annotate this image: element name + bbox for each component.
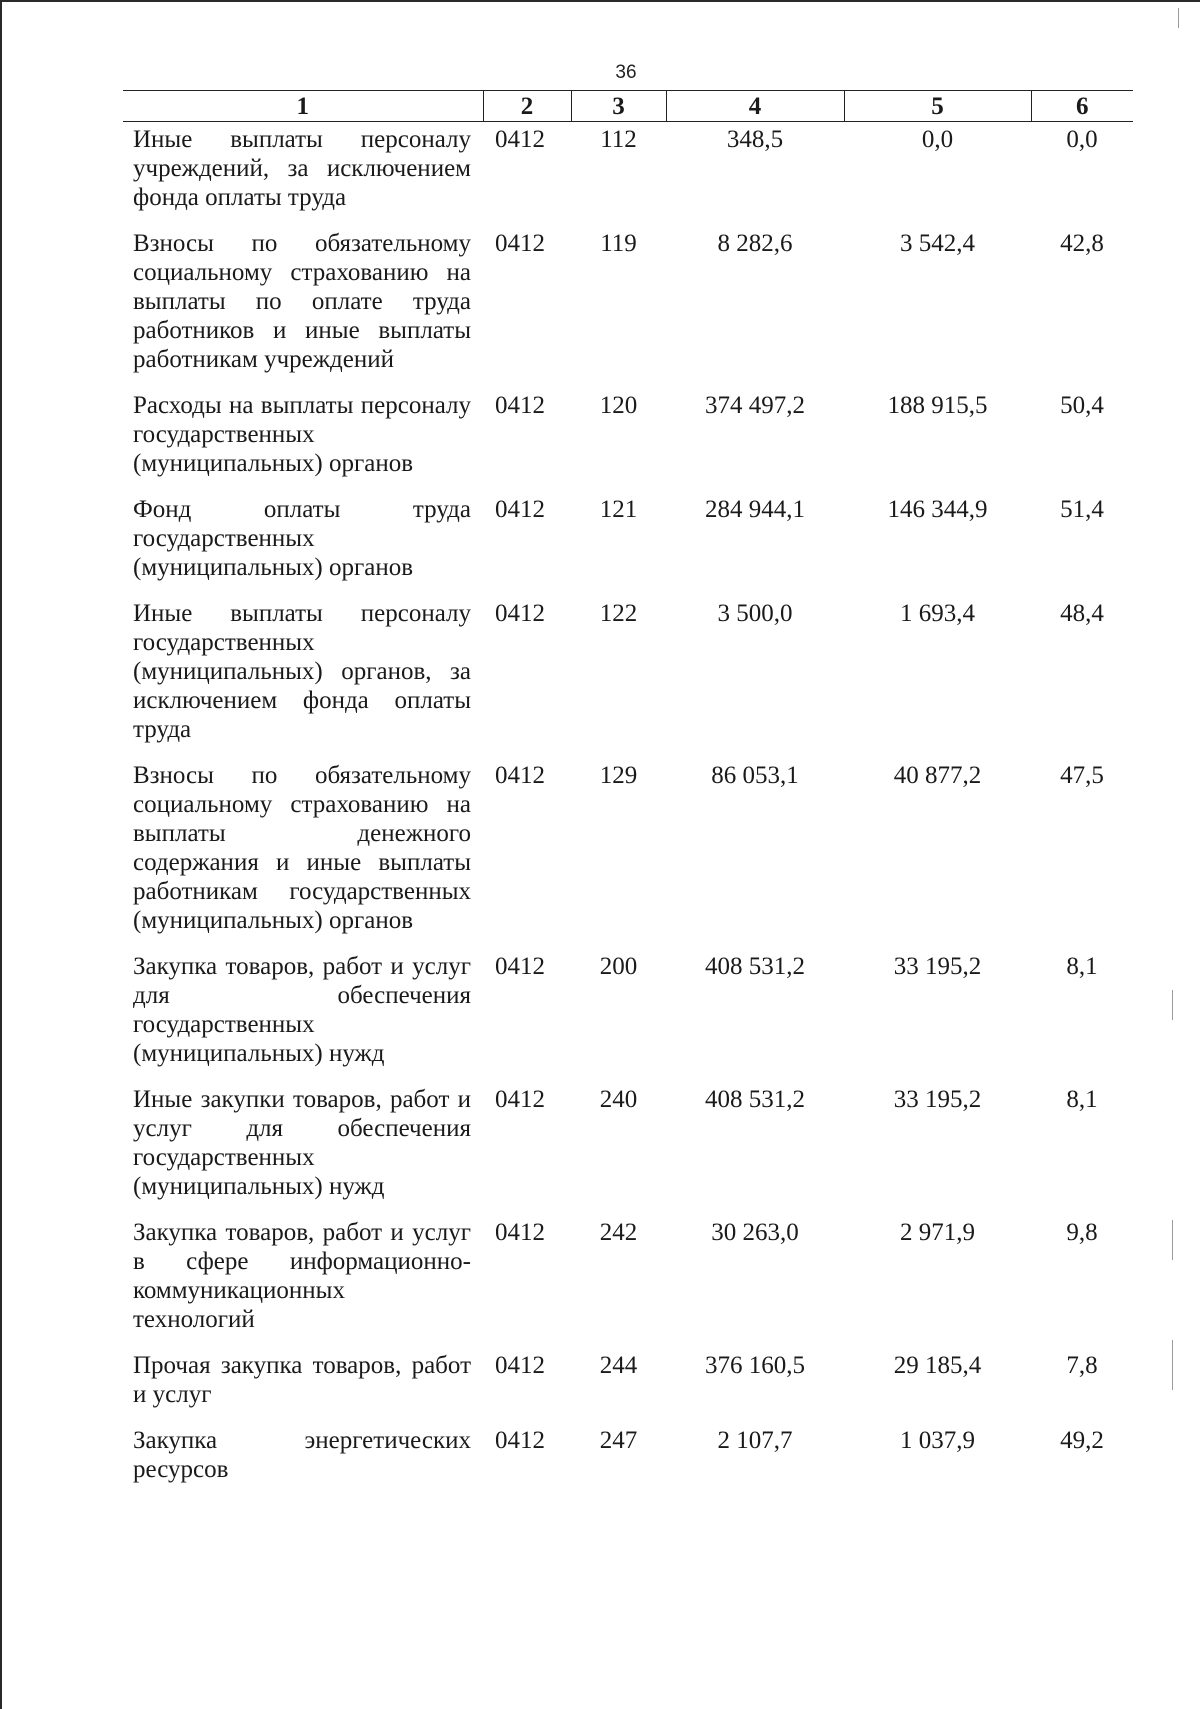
row-code-cell: 119 <box>600 230 637 257</box>
row-code-cell: 247 <box>599 1427 638 1454</box>
row-section-cell: 0412 <box>495 1427 545 1454</box>
page-number: 36 <box>615 62 637 83</box>
row-code-cell: 200 <box>599 953 638 980</box>
column-header: 6 <box>1031 91 1133 122</box>
row-section-cell: 0412 <box>495 953 545 980</box>
scan-artifact-mark <box>1172 1340 1173 1390</box>
row-name-cell: Закупка товаров, работ и услуг в сфере информационно-коммуникационных технологий <box>133 1219 471 1333</box>
row-plan-cell: 3 500,0 <box>717 600 793 627</box>
row-name-cell: Взносы по обязательному социальному страхованию на выплаты денежного содержания и иные выплаты работникам государственных (муниципальных) органов <box>133 762 471 934</box>
row-actual-cell: 1 037,9 <box>900 1427 975 1454</box>
row-actual-cell: 40 877,2 <box>893 762 982 789</box>
row-actual-cell: 0,0 <box>921 126 954 153</box>
table-row <box>123 1218 1133 1351</box>
row-plan-cell: 284 944,1 <box>705 496 805 523</box>
row-actual-cell: 188 915,5 <box>887 392 988 419</box>
row-plan-cell: 30 263,0 <box>711 1219 799 1246</box>
row-plan-cell: 348,5 <box>726 126 784 153</box>
row-percent-cell: 51,4 <box>1060 496 1104 523</box>
row-percent-cell: 50,4 <box>1060 392 1104 419</box>
table-body <box>123 122 1133 1502</box>
row-plan-cell: 2 107,7 <box>717 1427 793 1454</box>
row-plan-cell: 408 531,2 <box>705 953 805 980</box>
row-name-cell: Фонд оплаты труда государственных (муниципальных) органов <box>133 496 471 581</box>
row-plan-cell: 408 531,2 <box>705 1086 805 1113</box>
row-percent-cell: 0,0 <box>1066 126 1098 153</box>
table-header <box>123 91 1133 122</box>
scan-artifact-mark <box>0 1500 2 1709</box>
row-section-cell: 0412 <box>495 392 545 419</box>
row-actual-cell: 146 344,9 <box>887 496 988 523</box>
row-actual-cell: 2 971,9 <box>900 1219 975 1246</box>
scan-artifact-mark <box>1172 990 1173 1020</box>
column-header: 1 <box>123 91 483 122</box>
row-percent-cell: 49,2 <box>1060 1427 1104 1454</box>
row-actual-cell: 1 693,4 <box>900 600 975 627</box>
row-percent-cell: 8,1 <box>1066 953 1098 980</box>
row-name-cell: Расходы на выплаты персоналу государственных (муниципальных) органов <box>133 392 471 477</box>
row-percent-cell: 48,4 <box>1060 600 1104 627</box>
row-section-cell: 0412 <box>495 230 545 257</box>
row-actual-cell: 33 195,2 <box>893 1086 982 1113</box>
row-plan-cell: 374 497,2 <box>705 392 805 419</box>
row-percent-cell: 8,1 <box>1066 1086 1098 1113</box>
table-row <box>123 122 1133 230</box>
row-section-cell: 0412 <box>495 600 545 627</box>
row-section-cell: 0412 <box>495 1086 545 1113</box>
row-code-cell: 242 <box>599 1219 638 1246</box>
row-name-cell: Иные закупки товаров, работ и услуг для обеспечения государственных (муниципальных) нужд <box>133 1086 471 1200</box>
row-section-cell: 0412 <box>495 496 545 523</box>
table-row <box>123 1085 1133 1218</box>
table-row <box>123 495 1133 599</box>
row-name-cell: Иные выплаты персоналу государственных (муниципальных) органов, за исключением фонда оплаты труда <box>133 600 471 743</box>
row-actual-cell: 29 185,4 <box>893 1352 982 1379</box>
row-section-cell: 0412 <box>495 1352 545 1379</box>
row-name-cell: Закупка товаров, работ и услуг для обеспечения государственных (муниципальных) нужд <box>133 953 471 1067</box>
row-code-cell: 122 <box>599 600 638 627</box>
budget-table <box>123 90 1133 1501</box>
row-code-cell: 129 <box>599 762 638 789</box>
table-row <box>123 952 1133 1085</box>
table-row <box>123 1351 1133 1426</box>
table-row <box>123 1426 1133 1501</box>
row-name-cell: Прочая закупка товаров, работ и услуг <box>133 1352 471 1408</box>
row-actual-cell: 33 195,2 <box>893 953 982 980</box>
row-name-cell: Иные выплаты персоналу учреждений, за исключением фонда оплаты труда <box>133 126 471 211</box>
column-header: 5 <box>844 91 1031 122</box>
row-plan-cell: 376 160,5 <box>705 1352 805 1379</box>
row-actual-cell: 3 542,4 <box>900 230 975 257</box>
table-row <box>123 761 1133 952</box>
row-percent-cell: 47,5 <box>1060 762 1104 789</box>
row-section-cell: 0412 <box>495 1219 545 1246</box>
row-code-cell: 120 <box>599 392 638 419</box>
row-code-cell: 240 <box>599 1086 638 1113</box>
row-percent-cell: 42,8 <box>1060 230 1104 257</box>
scan-artifact-mark <box>1172 1220 1173 1260</box>
column-header: 3 <box>571 91 666 122</box>
row-percent-cell: 7,8 <box>1066 1352 1098 1379</box>
row-plan-cell: 8 282,6 <box>717 230 793 257</box>
row-code-cell: 244 <box>599 1352 638 1379</box>
row-section-cell: 0412 <box>495 126 545 153</box>
column-header: 4 <box>666 91 844 122</box>
table-row <box>123 599 1133 761</box>
column-header: 2 <box>483 91 571 122</box>
row-code-cell: 121 <box>599 496 638 523</box>
row-plan-cell: 86 053,1 <box>711 762 799 789</box>
row-code-cell: 112 <box>600 126 637 153</box>
scan-artifact-mark <box>1178 8 1179 28</box>
row-name-cell: Взносы по обязательному социальному страхованию на выплаты по оплате труда работников и иные выплаты работникам учреждений <box>133 230 471 373</box>
row-section-cell: 0412 <box>495 762 545 789</box>
row-percent-cell: 9,8 <box>1066 1219 1098 1246</box>
row-name-cell: Закупка энергетических ресурсов <box>133 1427 471 1483</box>
table-row <box>123 229 1133 391</box>
header-row <box>123 91 1133 122</box>
table-row <box>123 391 1133 495</box>
